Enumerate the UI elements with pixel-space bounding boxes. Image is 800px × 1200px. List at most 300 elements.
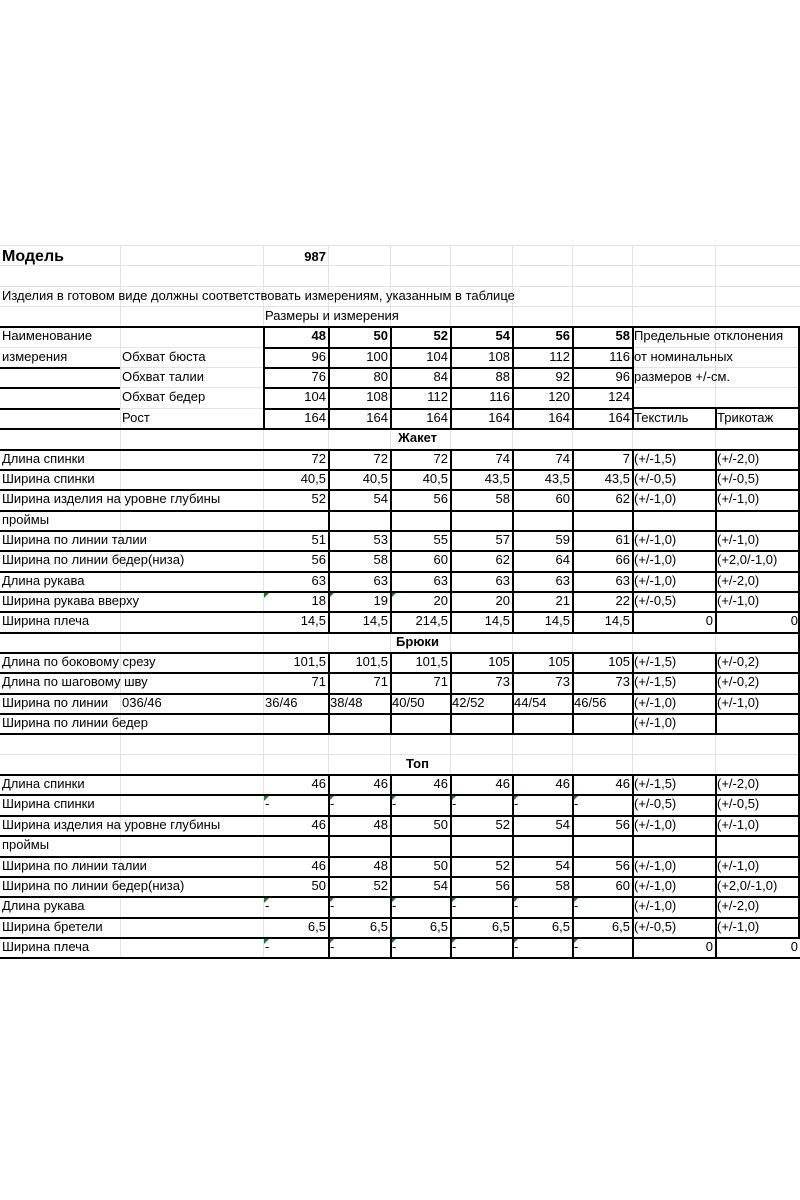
table-border [263,387,632,389]
size-value: - [265,898,270,914]
table-border [0,652,800,654]
size-value: 63 [311,572,326,588]
table-border [572,652,574,733]
table-border [715,449,717,632]
textile-tolerance: (+/-1,0) [634,898,677,914]
size-value: 54 [373,491,388,507]
table-border [328,449,330,632]
size-value: 14,5 [484,613,510,629]
size-value [390,713,450,733]
knit-tolerance: (+/-0,5) [717,796,760,812]
name-header: Наименование [2,328,93,344]
size-value: - [392,898,397,914]
size-value: 58 [495,491,510,507]
table-border [512,449,514,632]
size-value: 43,5 [544,470,570,486]
section-title: Брюки [396,633,439,649]
size-value: 40,5 [300,470,326,486]
size-value: 46 [311,816,326,832]
size-value: - [330,898,335,914]
knit-tolerance: (+/-2,0) [717,572,760,588]
measurement-value: 120 [548,389,570,405]
size-value: - [574,796,579,812]
size-value [512,713,572,733]
table-border [390,326,392,428]
size-value: 101,5 [293,654,326,669]
size-value [572,510,632,530]
size-value: 101,5 [415,654,448,669]
table-border [0,591,800,593]
size-value: - [452,898,457,914]
textile-tolerance: (+/-1,0) [634,816,677,832]
measurement-label: Обхват бюста [122,348,206,364]
knit-tolerance: (+/-0,2) [717,674,760,690]
size-value: 46 [615,776,630,792]
size-value: - [265,938,270,954]
size-value: 6,5 [551,918,570,934]
size-value: 19 [373,592,388,608]
table-border [572,774,574,957]
table-border [0,856,800,858]
table-border [715,774,717,957]
measurement-value: 124 [608,389,630,405]
textile-tolerance [632,510,715,530]
measurement-value: 116 [609,348,630,364]
table-border [0,632,800,634]
row-label: Ширина бретели [2,918,103,934]
size-value: 105 [548,654,570,669]
measurement-value: 164 [426,409,448,425]
size-value: 63 [615,572,630,588]
measurement-label: Обхват талии [122,369,205,385]
row-label: Ширина плеча [2,938,90,954]
size-value: - [514,938,519,954]
grid-line [0,245,800,246]
table-border [632,774,634,957]
measurement-value: 100 [366,348,388,364]
table-border [0,408,120,410]
size-value: 44/54 [514,694,547,710]
size-value: - [392,938,397,954]
table-note: Изделия в готовом виде должны соответствовать измерениям, указанным в таблице [2,287,515,303]
size-value: 55 [433,531,448,547]
table-border [390,652,392,733]
size-value: 6,5 [491,918,510,934]
size-value: 60 [555,491,570,507]
textile-tolerance: (+/-1,0) [634,857,677,873]
knit-tolerance: (+/-2,0) [717,450,760,466]
size-header: 54 [495,328,510,344]
table-border [0,774,800,776]
size-value: 72 [433,450,448,466]
size-value: 58 [555,877,570,893]
table-border [632,449,634,632]
textile-tolerance: (+/-1,0) [634,877,677,893]
size-value: 62 [615,491,630,507]
table-border [263,326,265,428]
size-value [328,835,390,855]
size-value: 50 [311,877,326,893]
deviations-header: от номинальных [634,348,733,364]
size-value: 6,5 [369,918,388,934]
measurement-label: Обхват бедер [122,389,206,405]
size-value [572,713,632,733]
size-value: 214,5 [415,613,448,629]
table-border [390,774,392,957]
size-value: 72 [311,450,326,466]
size-value: 46 [555,776,570,792]
size-value: 74 [495,450,510,466]
size-value: 71 [433,674,448,690]
size-value: - [574,898,579,914]
row-label: Длина рукава [2,898,85,914]
size-value: 46 [373,776,388,792]
size-header: 52 [433,328,448,344]
size-value [263,510,328,530]
size-value: 66 [615,552,630,568]
table-border [450,449,452,632]
size-value [512,510,572,530]
table-border [512,652,514,733]
textile-tolerance: (+/-1,0) [634,572,677,588]
textile-tolerance: 0 [705,613,713,629]
row-label: Ширина по линии талии [2,531,147,547]
textile-tolerance: (+/-1,5) [634,450,677,466]
size-value: - [514,898,519,914]
size-value: 6,5 [611,918,630,934]
knit-tolerance: (+/-1,0) [717,491,760,507]
row-label: Ширина рукава вверху [2,592,140,608]
table-border [0,571,800,573]
size-value: - [452,796,457,812]
size-value: 63 [373,572,388,588]
row-label: Ширина изделия на уровне глубины [2,816,221,832]
textile-tolerance: (+/-0,5) [634,796,677,812]
size-value [450,835,512,855]
size-value: 56 [433,491,448,507]
measurement-value: 104 [304,389,326,405]
size-value: 71 [311,674,326,690]
size-value: 43,5 [484,470,510,486]
table-border [0,510,800,512]
knit-tolerance: (+/-1,0) [717,694,760,710]
size-value: 58 [373,552,388,568]
size-value: 40,5 [422,470,448,486]
row-label: Ширина изделия на уровне глубины [2,491,221,507]
size-value: 54 [555,816,570,832]
size-value: 36/46 [265,694,298,710]
knit-tolerance: 0 [790,938,798,954]
measurement-value: 164 [366,409,388,425]
table-border [715,408,717,428]
table-border [0,489,800,491]
table-border [263,367,632,369]
size-value: - [265,796,270,812]
table-border [0,733,800,735]
size-value: - [514,796,519,812]
row-label: проймы [2,511,50,527]
row-label: Ширина по линии бедер(низа) [2,552,185,568]
row-label: Длина спинки [2,776,85,792]
measurement-value: 96 [311,348,326,364]
textile-tolerance: (+/-1,5) [634,776,677,792]
table-border [0,428,800,430]
size-value: 18 [311,592,326,608]
knit-tolerance: (+/-0,5) [717,470,760,486]
size-value: - [330,938,335,954]
size-value: 105 [488,654,510,669]
deviations-header: Предельные отклонения [634,328,784,344]
knit-tolerance: (+/-2,0) [717,898,760,914]
table-border [0,713,800,715]
textile-tolerance: (+/-0,5) [634,918,677,934]
size-value: 52 [373,877,388,893]
table-border [512,326,514,428]
row-label: Ширина по линии бедер(низа) [2,877,185,893]
table-border [450,774,452,957]
row-label: Длина спинки [2,450,85,466]
size-value: 56 [311,552,326,568]
size-value: 73 [495,674,510,690]
name-header: измерения [2,348,68,364]
knit-tolerance [715,510,800,530]
size-value: 63 [433,572,448,588]
size-value: 60 [433,552,448,568]
measurement-value: 112 [549,348,570,364]
knit-tolerance: (+/-2,0) [717,776,760,792]
size-header: 48 [311,328,326,344]
model-number: 987 [304,249,326,264]
measurement-value: 164 [488,409,510,425]
textile-tolerance [632,835,715,855]
table-border [0,672,800,674]
row-label: Длина по шаговому шву [2,674,148,690]
textile-tolerance: (+/-1,0) [634,531,677,547]
measurement-value: 164 [608,409,630,425]
sizes-header: Размеры и измерения [265,308,399,324]
table-border [0,326,800,328]
table-border [328,326,330,428]
section-title: Жакет [397,430,438,446]
size-value: 6,5 [429,918,448,934]
textile-tolerance: (+/-1,0) [634,491,677,507]
size-value: 74 [555,450,570,466]
textile-tolerance: (+/-1,5) [634,654,677,669]
row-label: Ширина плеча [2,613,90,629]
size-value: 42/52 [452,694,485,710]
table-border [632,326,634,428]
table-border [0,367,120,369]
size-value: 63 [495,572,510,588]
size-value: 40/50 [392,694,425,710]
size-value [450,713,512,733]
size-value: - [392,796,397,812]
row-label: Ширина по линии талии [2,857,147,873]
measurement-value: 164 [548,409,570,425]
measurement-value: 108 [366,389,388,405]
size-value: 60 [615,877,630,893]
table-border [0,896,800,898]
row-label: Ширина спинки [2,470,95,486]
knit-tolerance: (+/-1,0) [717,857,760,873]
row-label: Ширина по линии бедер [2,715,149,731]
table-border [0,550,800,552]
size-value: 46/56 [574,694,607,710]
table-border [0,693,800,695]
measurement-value: 92 [555,369,570,385]
size-value: 57 [495,531,510,547]
table-border [0,815,800,817]
table-border [390,449,392,632]
textile-tolerance: (+/-1,5) [634,674,677,690]
measurement-value: 84 [433,369,448,385]
table-border [0,449,800,451]
size-value [263,713,328,733]
measurement-value: 104 [426,348,448,364]
table-border [572,449,574,632]
measurement-value: 112 [427,389,448,405]
knit-tolerance: (+/-0,2) [717,654,760,669]
row-label: Ширина спинки [2,796,95,812]
knit-tolerance: (+/-1,0) [717,918,760,934]
size-value: 22 [615,592,630,608]
size-value: 52 [495,816,510,832]
size-value: 73 [615,674,630,690]
size-value: 51 [311,531,326,547]
size-value: 101,5 [355,654,388,669]
size-value: 62 [495,552,510,568]
size-value: 38/48 [330,694,363,710]
table-border [0,876,800,878]
size-value: 54 [555,857,570,873]
deviations-header: размеров +/-см. [634,369,731,385]
size-spec-sheet [0,245,800,955]
measurement-value: 88 [495,369,510,385]
table-border [328,652,330,733]
table-border [263,347,632,349]
textile-header: Текстиль [634,409,689,425]
knit-tolerance: (+/-1,0) [717,531,760,547]
table-border [0,387,120,389]
size-value: - [574,938,579,954]
table-border [450,652,452,733]
size-value: 20 [433,592,448,608]
size-value: 71 [373,674,388,690]
size-value: 73 [555,674,570,690]
size-value: 52 [495,857,510,873]
size-value: 50 [433,857,448,873]
size-value: 14,5 [300,613,326,629]
size-value: 52 [311,491,326,507]
knit-tolerance [715,835,800,855]
textile-tolerance: (+/-1,0) [634,694,677,710]
size-value: 72 [373,450,388,466]
size-value [512,835,572,855]
table-border [632,652,634,733]
textile-tolerance: (+/-0,5) [634,592,677,608]
table-border [328,774,330,957]
size-value: - [452,938,457,954]
size-value: 46 [311,776,326,792]
size-value [390,835,450,855]
size-value: 21 [555,592,570,608]
measurement-value: 80 [373,369,388,385]
measurement-label: Рост [122,409,150,425]
size-value: 14,5 [362,613,388,629]
size-value: 56 [615,816,630,832]
size-header: 58 [615,328,630,344]
size-value: 46 [433,776,448,792]
textile-tolerance: (+/-1,0) [634,715,677,731]
measurement-value: 164 [304,409,326,425]
size-value [328,713,390,733]
size-value: 56 [495,877,510,893]
knit-tolerance: (+2,0/-1,0) [717,552,778,568]
size-header: 50 [373,328,388,344]
size-value: 40,5 [362,470,388,486]
measurement-value: 96 [615,369,630,385]
size-value: 63 [555,572,570,588]
table-border [0,530,800,532]
size-value: 43,5 [604,470,630,486]
size-value: 59 [555,531,570,547]
row-label: Ширина по линии [2,694,109,710]
table-border [263,408,632,410]
size-value: 53 [373,531,388,547]
table-border [450,326,452,428]
table-border [0,835,800,837]
size-value [328,510,390,530]
size-header: 56 [555,328,570,344]
size-value: 46 [311,857,326,873]
size-value: 14,5 [604,613,630,629]
size-value: 54 [433,877,448,893]
model-label: Модель [2,248,64,265]
size-value: 20 [495,592,510,608]
table-border [0,917,800,919]
size-value: - [330,796,335,812]
textile-tolerance: 0 [705,938,713,954]
size-value: 48 [373,816,388,832]
row-label: Длина рукава [2,572,85,588]
row-label-extra: 036/46 [122,694,162,710]
table-border [0,611,800,613]
knit-tolerance: 0 [790,613,798,629]
textile-tolerance: (+/-1,0) [634,552,677,568]
size-value: 64 [555,552,570,568]
knit-header: Трикотаж [717,409,774,425]
size-value: 14,5 [544,613,570,629]
size-value [390,510,450,530]
section-title: Топ [406,755,429,771]
size-value [263,835,328,855]
size-value: 50 [433,816,448,832]
table-border [512,774,514,957]
knit-tolerance: (+/-1,0) [717,816,760,832]
measurement-value: 76 [311,369,326,385]
size-value [572,835,632,855]
row-label: проймы [2,837,50,853]
measurement-value: 108 [488,348,510,364]
table-border [798,326,800,937]
table-border [0,937,800,939]
size-value: 48 [373,857,388,873]
size-value: 6,5 [307,918,326,934]
table-border [572,326,574,428]
size-value: 46 [495,776,510,792]
knit-tolerance [715,713,800,733]
size-value [450,510,512,530]
